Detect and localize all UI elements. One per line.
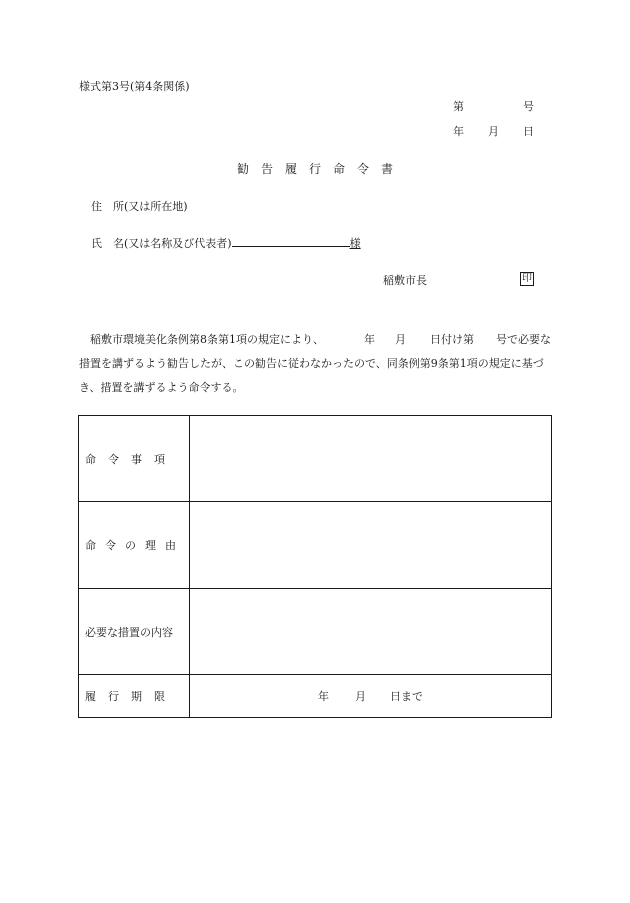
- row-label-order-reason: 命令の理由: [79, 502, 190, 589]
- order-items-field[interactable]: [190, 416, 552, 502]
- deadline-field[interactable]: [190, 675, 552, 718]
- table-row: [79, 589, 552, 675]
- required-measures-field[interactable]: [190, 589, 552, 675]
- order-body: [79, 328, 559, 400]
- number-suffix: 号: [523, 100, 534, 113]
- date-month: 月: [488, 125, 499, 138]
- order-reason-field[interactable]: [190, 502, 552, 589]
- table-row: [79, 502, 552, 589]
- table-row: [79, 675, 552, 718]
- date-year: 年: [453, 125, 464, 138]
- body-month: 月: [395, 333, 406, 346]
- body-part2: 必要な措置を講ずるよう勧告したが、この勧告に従わなかったので、同条例第9条第1項の規定に基づき、措置を講ずるよう命令する。: [79, 333, 551, 394]
- row-label-deadline: 履行期限: [79, 675, 190, 718]
- number-prefix: 第: [453, 100, 464, 113]
- body-part1: 稲敷市環境美化条例第8条第1項の規定により、: [90, 333, 324, 346]
- deadline-day: 日まで: [390, 690, 423, 703]
- form-label: 様式第3号(第4条関係): [79, 80, 190, 93]
- seal-mark: 印: [522, 273, 532, 284]
- body-day-issue: 日付け第: [430, 333, 474, 346]
- name-suffix: 様: [349, 237, 361, 250]
- order-table: [78, 415, 552, 718]
- body-year: 年: [364, 333, 375, 346]
- document-title: 勧告履行命令書: [236, 162, 405, 176]
- table-row: [79, 416, 552, 502]
- name-underline: [232, 237, 350, 247]
- deadline-month: 月: [355, 690, 366, 703]
- row-label-order-items: 命令事項: [79, 416, 190, 502]
- name-row: [91, 237, 361, 249]
- row-label-required-measures: 必要な措置の内容: [79, 589, 190, 675]
- body-number-suffix: 号で: [496, 333, 518, 346]
- issuer: 稲敷市長: [383, 274, 427, 287]
- date-day: 日: [523, 125, 534, 138]
- address-label: 住 所(又は所在地): [91, 200, 188, 213]
- name-label: 氏 名(又は名称及び代表者): [91, 237, 232, 250]
- deadline-year: 年: [318, 690, 329, 703]
